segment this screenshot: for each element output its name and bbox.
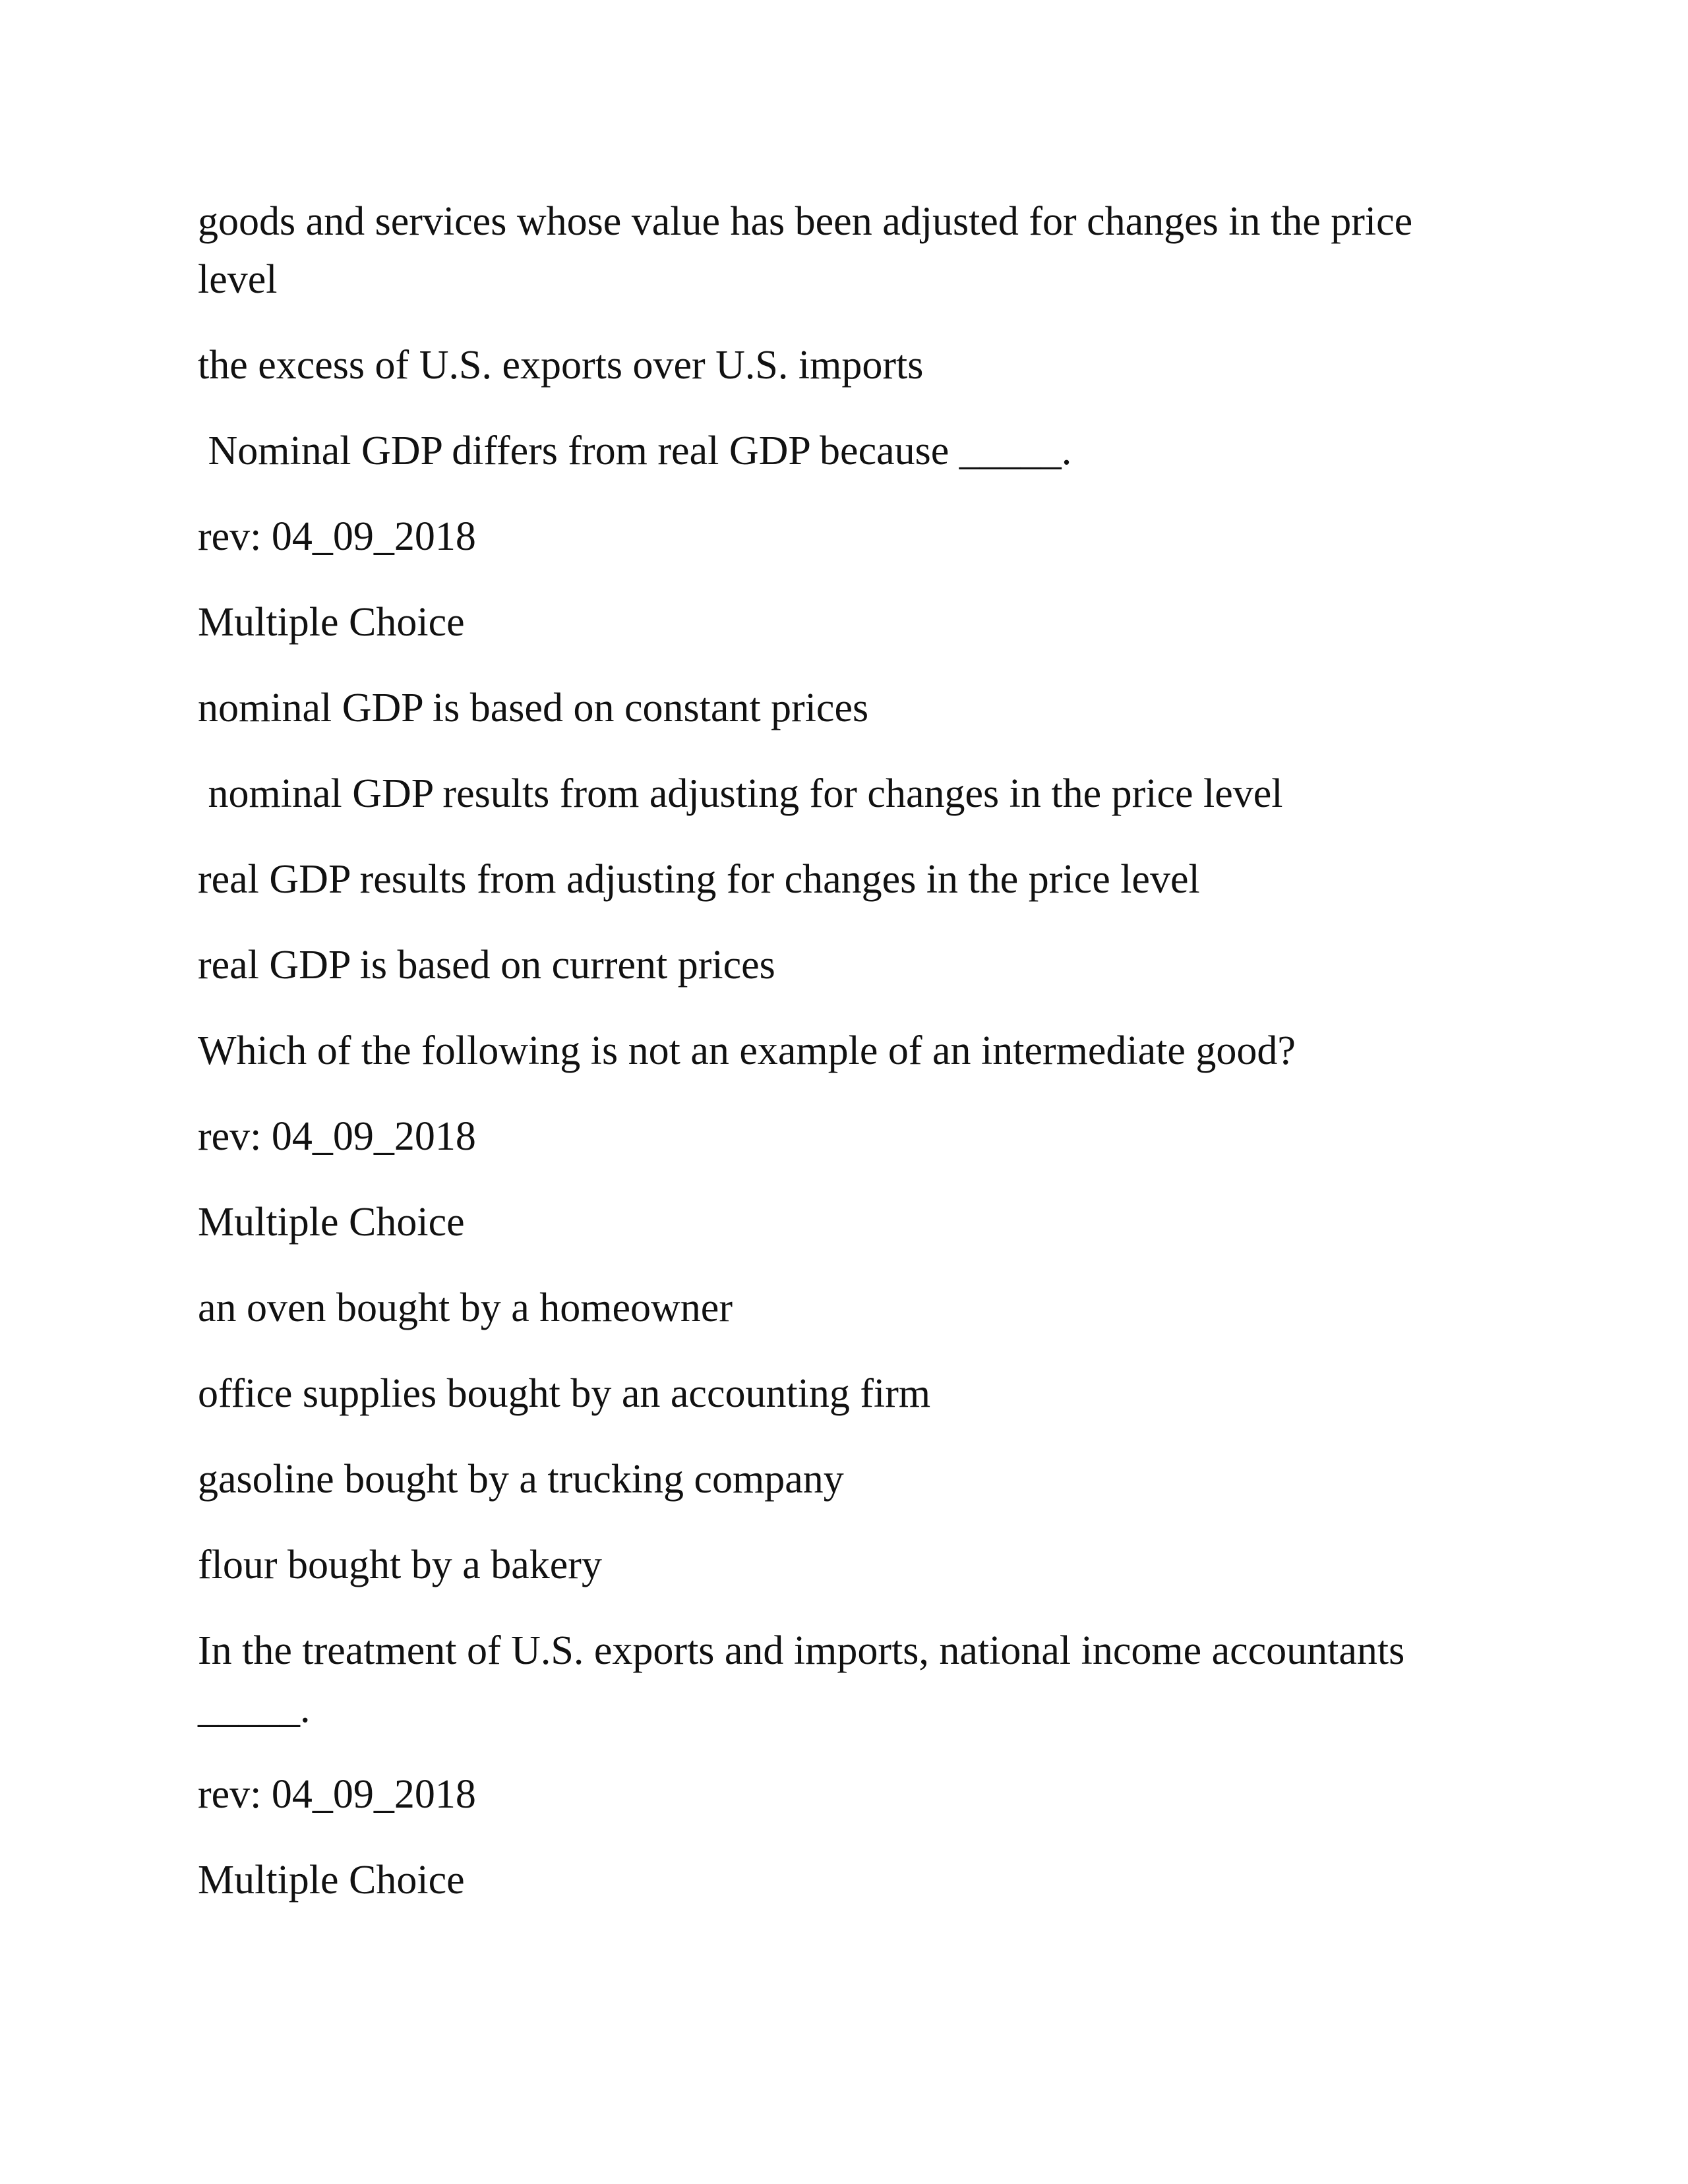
document-body [198, 192, 1490, 1937]
revision-label: rev: 04_09_2018 [198, 1114, 476, 1159]
revision-label: rev: 04_09_2018 [198, 1772, 476, 1817]
question-text: In the treatment of U.S. exports and imports, national income accountants _____. [198, 1628, 1415, 1731]
answer-option: nominal GDP results from adjusting for changes in the price level [198, 771, 1283, 816]
answer-option: flour bought by a bakery [198, 1543, 602, 1587]
question-type-label: Multiple Choice [198, 1200, 465, 1245]
question-type-label: Multiple Choice [198, 1858, 465, 1903]
answer-option: an oven bought by a homeowner [198, 1285, 733, 1330]
answer-option: real GDP results from adjusting for changes in the price level [198, 857, 1200, 902]
answer-option: real GDP is based on current prices [198, 943, 775, 988]
answer-option: nominal GDP is based on constant prices [198, 686, 869, 730]
answer-option-text: the excess of U.S. exports over U.S. imports [198, 343, 924, 388]
revision-label: rev: 04_09_2018 [198, 514, 476, 559]
question-text: Nominal GDP differs from real GDP because _____. [198, 428, 1072, 473]
question-type-label: Multiple Choice [198, 600, 465, 645]
answer-option: office supplies bought by an accounting firm [198, 1371, 931, 1416]
answer-option-text: goods and services whose value has been adjusted for changes in the price level [198, 199, 1423, 302]
question-text: Which of the following is not an example of an intermediate good? [198, 1028, 1296, 1073]
answer-option: gasoline bought by a trucking company [198, 1457, 844, 1502]
